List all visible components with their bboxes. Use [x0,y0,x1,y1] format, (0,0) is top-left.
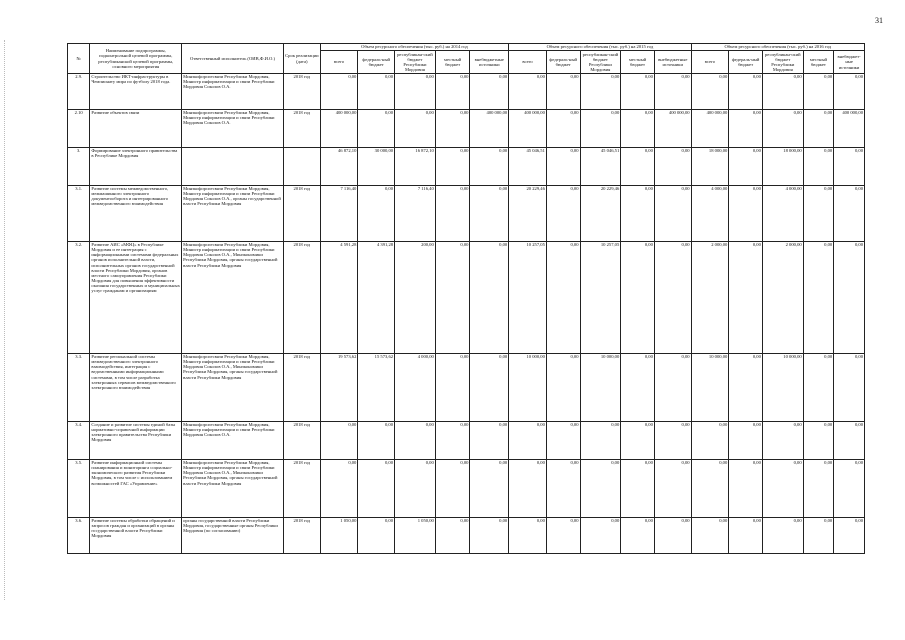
row-value: 0,00 [834,242,865,354]
row-value: 0,00 [654,460,691,518]
row-value: 0,00 [834,460,865,518]
header-local: местный бюджет [435,51,470,74]
row-number: 3.1. [68,186,90,242]
row-value: 18 000,00 [762,148,803,186]
table-row [68,148,865,186]
row-term [284,148,321,186]
row-value: 0,00 [729,460,763,518]
row-value: 19 573,62 [320,354,358,422]
row-responsible: Минэкофорспесвязи Республики Мордовия, Министр информатизации и связи Республики Мордовия Соколов О.А., Минэкономики Республики Мордовия, органы государственной власти Республики Мордовия [182,354,284,422]
row-value: 0,00 [358,460,395,518]
row-value: 0,00 [803,110,834,148]
row-value: 0,00 [470,242,509,354]
header-offbudget: внебюджетные источники [470,51,509,74]
row-value: 0,00 [621,242,655,354]
row-term: 2018 год [284,354,321,422]
row-value: 15 573,62 [358,354,395,422]
row-value: 0,00 [580,518,621,554]
table-row [68,186,865,242]
row-value: 0,00 [729,242,763,354]
header-republican: республикан-ский бюджет Республики Мордовия [762,51,803,74]
row-value: 0,00 [762,422,803,460]
row-value: 4 391,28 [358,242,395,354]
header-federal: федераль-ный бюджет [729,51,763,74]
table-row [68,74,865,110]
row-name: Строительство ИКТ-инфраструктуры в Чемпионату мира по футболу 2018 года. [90,74,182,110]
row-value: 0,00 [621,354,655,422]
row-value: 0,00 [803,242,834,354]
row-value: 0,00 [435,422,470,460]
row-term: 2018 год [284,422,321,460]
row-value: 0,00 [509,422,547,460]
header-republican: республикан-ский бюджет Республики Мордовия [580,51,621,74]
row-name: Развитие региональной системы межведомственного электронного взаимодействия, интеграция с ведомственными информационными системами, в том числе разработка электронных сервисов межведомственного электронного взаимодействия [90,354,182,422]
row-value: 0,00 [470,74,509,110]
row-value: 0,00 [654,242,691,354]
header-federal: федераль-ный бюджет [546,51,580,74]
row-name: Развитие системы межведомственного, межмашинного электронного документооборота и интегрированного межведомственного взаимодействия [90,186,182,242]
row-value: 0,00 [803,74,834,110]
header-total: всего [691,51,729,74]
row-value: 0,00 [803,186,834,242]
row-value: 0,00 [803,148,834,186]
row-value: 30 000,00 [358,148,395,186]
row-value: 0,00 [546,518,580,554]
table-row [68,242,865,354]
row-value: 45 046,51 [509,148,547,186]
header-2016: Объем ресурсного обеспечения (тыс. руб.) на 2016 год [691,44,864,51]
header-offbudget: внебюджет-ные источники [834,51,865,74]
row-value: 0,00 [546,74,580,110]
row-term: 2018 год [284,518,321,554]
row-term: 2018 год [284,74,321,110]
row-value: 0,00 [803,460,834,518]
header-term: Срок реализации (дата) [284,44,321,74]
row-value: 0,00 [358,74,395,110]
header-total: всего [509,51,547,74]
header-responsible: Ответственный исполнитель (ОИВ,Ф.И.О.) [182,44,284,74]
row-value: 7 116,40 [320,186,358,242]
row-name: Создание и развитие системы единой базы нормативно-справочной информации электронного правительства Республики Мордовия [90,422,182,460]
row-value: 0,00 [762,110,803,148]
row-value: 7 116,40 [395,186,436,242]
row-value: 2 000,00 [762,242,803,354]
row-value: 0,00 [546,110,580,148]
header-no: № [68,44,90,74]
row-value: 0,00 [546,354,580,422]
row-value: 10 000,00 [691,354,729,422]
header-total: всего [320,51,358,74]
row-value: 0,00 [834,422,865,460]
row-value: 0,00 [834,148,865,186]
header-2015: Объем ресурсного обеспечения (тыс. руб.) на 2015 год [509,44,691,51]
row-value: 4 000,00 [762,186,803,242]
row-value: 0,00 [762,74,803,110]
row-number: 2.10 [68,110,90,148]
table-body [68,74,865,554]
row-term: 2018 год [284,242,321,354]
row-value: 0,00 [803,354,834,422]
row-value: 0,00 [621,148,655,186]
row-value: 0,00 [834,354,865,422]
header-local: местный бюджет [803,51,834,74]
row-value: 10 257,05 [509,242,547,354]
row-value: 0,00 [729,148,763,186]
row-number: 2.9. [68,74,90,110]
row-value: 400 000,00 [654,110,691,148]
header-republican: республикан-ский бюджет Республики Мордовия [395,51,436,74]
resource-table [67,43,865,554]
row-value: 0,00 [654,186,691,242]
row-value: 0,00 [470,148,509,186]
row-value: 0,00 [470,460,509,518]
row-value: 0,00 [621,74,655,110]
row-value: 400 000,00 [470,110,509,148]
row-value: 0,00 [834,518,865,554]
row-value: 10 000,00 [580,354,621,422]
row-number: 3.6. [68,518,90,554]
row-name: Развитие системы обработки обращений и запросов граждан и организаций в органы государственной власти Республики Мордовия [90,518,182,554]
row-value: 0,00 [470,354,509,422]
row-value: 400 000,00 [834,110,865,148]
header-name: Наименование подпрограммы, подконтрольной целевой программы, республиканской целевой программы, основного мероприятия [90,44,182,74]
row-value: 0,00 [580,460,621,518]
row-term: 2018 год [284,460,321,518]
row-value: 0,00 [691,460,729,518]
row-value: 0,00 [358,422,395,460]
row-value: 0,00 [435,186,470,242]
row-number: 3. [68,148,90,186]
header-2014: Объем ресурсного обеспечения (тыс. руб.) на 2014 год [320,44,509,51]
row-value: 20 229,46 [509,186,547,242]
row-value: 400 000,00 [320,110,358,148]
row-name: Формирование электронного правительства в Республике Мордовия [90,148,182,186]
row-number: 3.5. [68,460,90,518]
header-local: местный бюджет [621,51,655,74]
row-value: 0,00 [729,422,763,460]
row-value: 0,00 [435,110,470,148]
row-responsible [182,148,284,186]
row-number: 3.4. [68,422,90,460]
row-value: 46 872,10 [320,148,358,186]
row-value: 0,00 [470,518,509,554]
table-row [68,422,865,460]
row-term: 2018 год [284,186,321,242]
row-value: 0,00 [435,242,470,354]
row-value: 0,00 [834,186,865,242]
row-responsible: Минэкофорспесвязи Республики Мордовия, Министр информатизации и связи Республики Мордовия Соколов О.А., органы государственной власти Республики Мордовия [182,186,284,242]
row-value: 0,00 [654,422,691,460]
row-value: 0,00 [470,422,509,460]
row-number: 3.2. [68,242,90,354]
row-value: 0,00 [546,186,580,242]
row-value: 0,00 [509,460,547,518]
row-value: 400 000,00 [509,110,547,148]
row-value: 0,00 [621,186,655,242]
row-value: 400 000,00 [691,110,729,148]
row-value: 0,00 [691,74,729,110]
row-value: 0,00 [729,110,763,148]
row-value: 0,00 [395,110,436,148]
row-value: 0,00 [470,186,509,242]
row-value: 0,00 [435,74,470,110]
row-value: 0,00 [546,422,580,460]
table-row [68,354,865,422]
row-value: 4 591,28 [320,242,358,354]
row-name: Развитие информационной системы планирования и мониторинга социально-экономического развития Республики Мордовия, в том числе с использованием возможностей ГАС «Управление» [90,460,182,518]
row-value: 0,00 [654,518,691,554]
row-value: 0,00 [834,74,865,110]
row-value: 0,00 [320,422,358,460]
row-responsible: органы государственной власти Республики Мордовия, государственные органы Республики Мордовия (по согласованию) [182,518,284,554]
row-value: 20 229,46 [580,186,621,242]
row-value: 4 000,00 [395,354,436,422]
row-value: 0,00 [729,518,763,554]
header-federal: федераль-ный бюджет [358,51,395,74]
row-value: 18 000,00 [691,148,729,186]
row-value: 0,00 [395,460,436,518]
row-term: 2018 год [284,110,321,148]
row-name: Развитие АИС «МФЦ» в Республике Мордовия и ее интеграция с информационными системами федеральных органов исполнительной власти, исполнительных органов государственной власти Республики Мордовия, органов местного самоуправления Республики Мордовия для повышения эффективности оказания государственных и муниципальных услуг гражданам и организациям [90,242,182,354]
row-responsible: Минэкофорспесвязи Республики Мордовия, Министр информатизации и связи Республики Мордовия Соколов О.А. [182,74,284,110]
row-value: 0,00 [509,518,547,554]
row-value: 10 000,00 [509,354,547,422]
row-value: 0,00 [654,74,691,110]
row-number: 3.3. [68,354,90,422]
row-value: 0,00 [395,422,436,460]
row-responsible: Минэкофорспесвязи Республики Мордовия, Министр информатизации и связи Республики Мордовия Соколов О.А. [182,422,284,460]
row-value: 0,00 [621,460,655,518]
row-value: 0,00 [320,460,358,518]
row-value: 200,00 [395,242,436,354]
row-value: 0,00 [509,74,547,110]
row-value: 0,00 [435,354,470,422]
row-value: 0,00 [435,460,470,518]
row-value: 0,00 [621,518,655,554]
header-offbudget: внебюджетные источники [654,51,691,74]
row-value: 0,00 [435,148,470,186]
row-name: Развитие объектов связи [90,110,182,148]
row-value: 0,00 [729,354,763,422]
row-value: 0,00 [435,518,470,554]
row-value: 0,00 [358,186,395,242]
row-value: 0,00 [546,460,580,518]
row-value: 10 000,00 [762,354,803,422]
row-value: 0,00 [395,74,436,110]
row-value: 0,00 [729,186,763,242]
row-value: 0,00 [580,422,621,460]
row-value: 0,00 [621,422,655,460]
row-value: 0,00 [358,110,395,148]
row-value: 0,00 [358,518,395,554]
row-value: 0,00 [762,518,803,554]
row-value: 2 000,00 [691,242,729,354]
row-value: 0,00 [580,110,621,148]
row-value: 0,00 [729,74,763,110]
row-value: 45 046,51 [580,148,621,186]
row-value: 1 050,00 [320,518,358,554]
row-value: 4 000,00 [691,186,729,242]
row-value: 0,00 [621,110,655,148]
row-value: 0,00 [654,148,691,186]
table-row [68,460,865,518]
row-value: 0,00 [580,74,621,110]
table-row [68,110,865,148]
row-responsible: Минэкофорспесвязи Республики Мордовия, Министр информатизации и связи Республики Мордовия Соколов О.А. [182,110,284,148]
row-value: 0,00 [691,518,729,554]
row-value: 0,00 [803,422,834,460]
row-value: 0,00 [654,354,691,422]
row-value: 0,00 [691,422,729,460]
row-value: 0,00 [546,242,580,354]
row-value: 0,00 [320,74,358,110]
row-value: 0,00 [762,460,803,518]
row-value: 10 257,05 [580,242,621,354]
row-value: 1 050,00 [395,518,436,554]
page-number: 31 [875,16,883,25]
row-value: 0,00 [803,518,834,554]
row-responsible: Минэкофорспесвязи Республики Мордовия, Министр информатизации и связи Республики Мордовия Соколов О.А., Минэкономики Республики Мордовия, органы государственной власти Республики Мордовия [182,242,284,354]
row-value: 0,00 [546,148,580,186]
row-value: 16 872,10 [395,148,436,186]
binding-margin [4,40,6,600]
table-row [68,518,865,554]
row-responsible: Минэкофорспесвязи Республики Мордовия, Министр информатизации и связи Республики Мордовия Соколов О.А., Минэкономики Республики Мордовия, органы государственной власти Республики Мордовия [182,460,284,518]
